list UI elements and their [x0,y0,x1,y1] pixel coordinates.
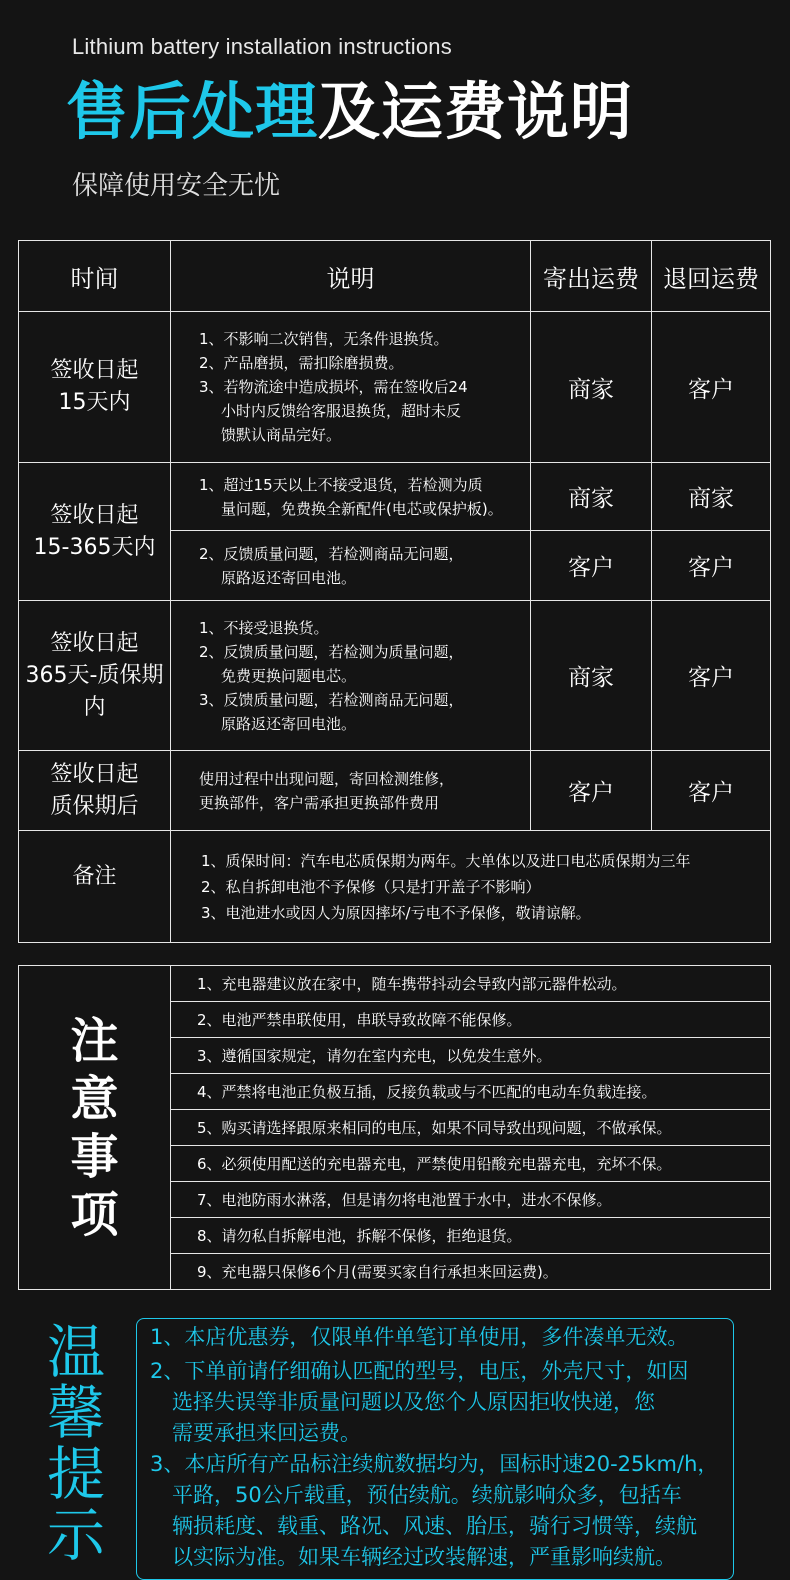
title-accent: 售后处理 [66,75,319,148]
remark-line: 2、私自拆卸电池不予保修（只是打开盖子不影响） [201,877,541,896]
title-char: 示 [46,1501,105,1569]
tip-line: 平路，50公斤载重，预估续航。续航影响众多，包括车 [172,1483,682,1507]
tip-line: 辆损耗度、载重、路况、风速、胎压，骑行习惯等，续航 [172,1514,697,1538]
return-fee-cell: 客户 [652,312,771,463]
precaution-item: 4、严禁将电池正负极互插，反接负载或与不匹配的电动车负载连接。 [171,1074,771,1110]
remarks-cell [171,831,771,943]
desc-line: 免费更换问题电芯。 [221,666,357,685]
return-fee-cell: 客户 [652,601,771,751]
time-line: 签收日起 [50,358,139,383]
title-char: 馨 [46,1379,105,1447]
desc-line: 小时内反馈给客服退换货，超时未反 [221,402,462,420]
send-fee-cell: 商家 [531,312,652,463]
desc-line: 原路返还寄回电池。 [221,714,357,733]
table-row [19,312,771,463]
return-fee-cell: 客户 [652,531,771,601]
desc-line: 1、不影响二次销售，无条件退换货。 [199,330,449,348]
desc-line: 使用过程中出现问题，寄回检测维修， [199,769,455,788]
table-header-row [19,241,771,312]
time-cell [19,751,171,831]
warm-tips-title [44,1318,108,1569]
description-cell [171,601,531,751]
page-subtitle: 保障使用安全无忧 [72,171,281,201]
precaution-item: 1、充电器建议放在家中，随车携带抖动会导致内部元器件松动。 [171,966,771,1002]
title-char: 事 [70,1128,119,1185]
desc-line: 2、产品磨损，需扣除磨损费。 [199,354,404,372]
title-char: 意 [70,1070,119,1127]
time-line: 签收日起 [50,761,139,787]
title-char: 注 [70,1012,119,1069]
time-line: 签收日起 [50,630,139,656]
tip-item [150,1356,730,1449]
desc-line: 3、反馈质量问题，若检测商品无问题， [199,690,464,709]
table-row [19,751,771,831]
time-line: 质保期后 [50,793,139,819]
description-cell [171,751,531,831]
desc-line: 1、不接受退换货。 [199,618,329,637]
time-cell [19,312,171,463]
remark-line: 3、电池进水或因人为原因摔坏/亏电不予保修，敬请谅解。 [201,903,591,922]
desc-line: 2、反馈质量问题，若检测商品无问题， [199,544,464,563]
description-cell [171,463,531,531]
desc-line: 2、反馈质量问题，若检测为质量问题， [199,642,464,661]
desc-line: 更换部件，客户需承担更换部件费用 [199,793,440,812]
desc-line: 馈默认商品完好。 [221,426,342,444]
send-fee-cell: 商家 [531,463,652,531]
tip-line: 1、本店优惠券，仅限单件单笔订单使用，多件凑单无效。 [150,1325,689,1349]
precaution-item: 6、必须使用配送的充电器充电，严禁使用铅酸充电器充电，充坏不保。 [171,1146,771,1182]
precaution-item: 9、充电器只保修6个月(需要买家自行承担来回运费)。 [171,1254,771,1290]
english-title: Lithium battery installation instructions [72,34,452,59]
time-line: 15-365天内 [33,534,156,560]
tip-line: 以实际为准。如果车辆经过改装解速，严重影响续航。 [172,1545,676,1569]
desc-line: 原路返还寄回电池。 [221,568,357,587]
shipping-fee-table [18,240,771,943]
title-char: 项 [70,1186,119,1243]
title-char: 温 [46,1318,105,1386]
tip-line: 选择失误等非质量问题以及您个人原因拒收快递，您 [172,1390,655,1414]
header-description: 说明 [171,241,531,312]
description-cell [171,312,531,463]
precautions-table [18,965,771,1290]
send-fee-cell: 客户 [531,751,652,831]
send-fee-cell: 商家 [531,601,652,751]
precaution-item: 2、电池严禁串联使用，串联导致故障不能保修。 [171,1002,771,1038]
page-title [66,74,633,150]
desc-line: 1、超过15天以上不接受退货，若检测为质 [199,475,483,494]
tip-item [150,1449,730,1573]
return-fee-cell: 客户 [652,751,771,831]
desc-line: 3、若物流途中造成损坏，需在签收后24 [199,378,468,396]
notes-row [19,966,771,1002]
tip-line: 2、下单前请仔细确认匹配的型号，电压，外壳尺寸，如因 [150,1359,689,1383]
time-line: 365天-质保期内 [25,662,164,720]
precaution-item: 3、遵循国家规定，请勿在室内充电，以免发生意外。 [171,1038,771,1074]
tip-item [150,1322,730,1353]
desc-line: 量问题，免费换全新配件(电芯或保护板)。 [221,499,503,518]
table-row [19,601,771,751]
description-cell [171,531,531,601]
header-send-fee: 寄出运费 [531,241,652,312]
time-cell [19,463,171,601]
header-time: 时间 [19,241,171,312]
send-fee-cell: 客户 [531,531,652,601]
remark-line: 1、质保时间：汽车电芯质保期为两年。大单体以及进口电芯质保期为三年 [201,851,691,870]
time-line: 签收日起 [50,502,139,528]
precaution-item: 8、请勿私自拆解电池，拆解不保修，拒绝退货。 [171,1218,771,1254]
time-cell [19,601,171,751]
precaution-item: 5、购买请选择跟原来相同的电压，如果不同导致出现问题，不做承保。 [171,1110,771,1146]
tip-line: 3、本店所有产品标注续航数据均为，国标时速20-25km/h， [150,1452,719,1476]
remarks-label: 备注 [19,831,171,943]
return-fee-cell: 商家 [652,463,771,531]
remarks-row [19,831,771,943]
precautions-title [19,966,171,1290]
time-line: 15天内 [58,390,131,415]
header-return-fee: 退回运费 [652,241,771,312]
tip-line: 需要承担来回运费。 [172,1421,361,1445]
title-rest: 及运费说明 [318,75,634,148]
table-row [19,463,771,531]
precaution-item: 7、电池防雨水淋落，但是请勿将电池置于水中，进水不保修。 [171,1182,771,1218]
title-char: 提 [46,1440,105,1508]
